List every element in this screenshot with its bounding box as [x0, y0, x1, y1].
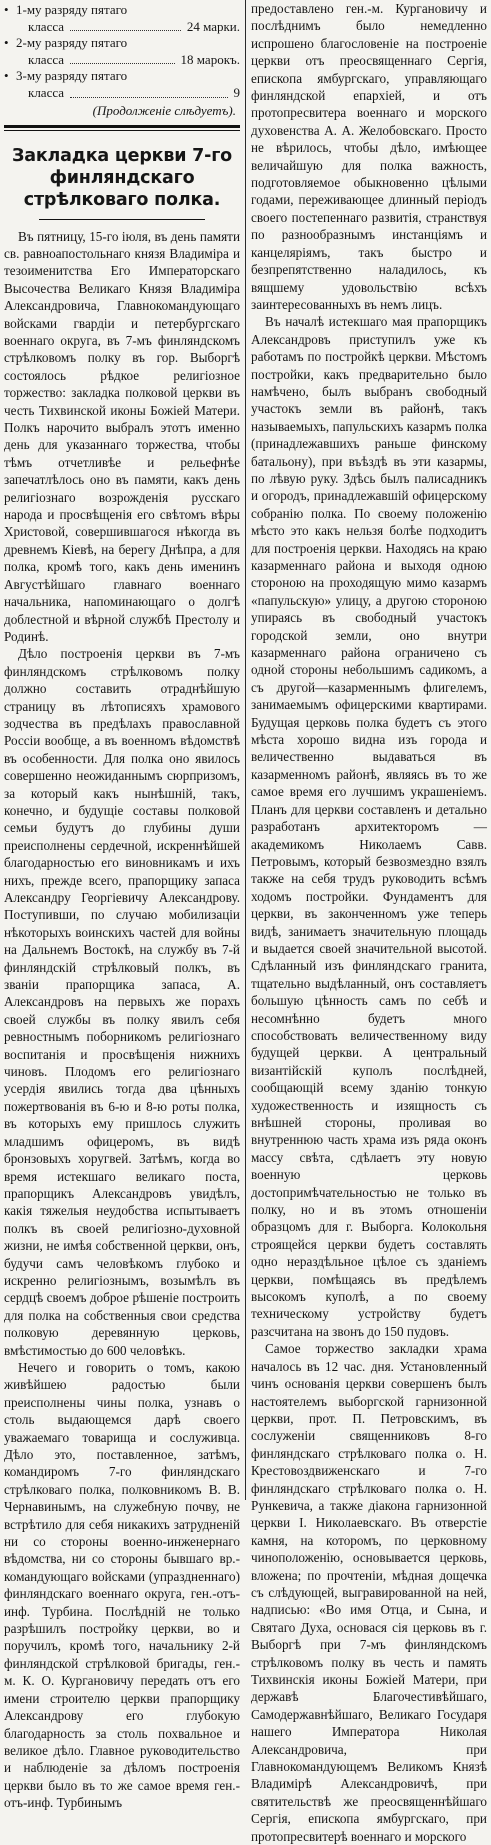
dot-leader	[70, 52, 175, 65]
prize-label: 2-му разряду пятаго	[16, 35, 128, 51]
bullet-icon: •	[4, 68, 9, 84]
continued-note: (Продолженіе слѣдуетъ).	[92, 102, 236, 118]
prize-class-word: класса	[28, 18, 65, 34]
prize-amount: 24 марки.	[186, 18, 240, 34]
prize-amount: 18 марокъ.	[180, 51, 240, 67]
article-paragraph: предоставлено ген.-м. Кургановичу и послѣднимъ было немедленно испрошено благословеніе на построеніе церкви отъ преосвященнаго Сергія, епископа ямбургскаго, управляющаго финляндской епархіей, и отъ протопресвитера военнаго и морского духовенства А. А. Желобовскаго. Просто не вѣрилось, чтобы дѣло, имѣющее величайшую для полка важность, подготовляемое обыкновенно цѣлыми годами, переживающее длинный періодъ своего постепеннаго развитія, странствуя по разнообразнымъ инстанціямъ и канцеляріямъ, такъ быстро и безпрепятственно наладилось, къ вящшему удовольствію всѣхъ заинтересованныхъ въ немъ лицъ.	[251, 1, 487, 312]
headline-underline	[39, 219, 204, 220]
left-column	[4, 0, 240, 1812]
article-paragraph: Дѣло построенія церкви въ 7-мъ финляндскомъ стрѣлковомъ полку должно составить отраднѣйшую страницу въ лѣтописяхъ храмового зодчества въ предѣлахъ православной Россіи вообще, а въ военномъ вѣдомствѣ въ особенности. Для полка оно явилось совершенно неожиданнымъ сюрпризомъ, за который какъ нынѣшній, такъ, конечно, и будущіе составы полковой семьи будутъ до глубины души преисполнены сердечной, искреннѣйшей благодарностью его виновникамъ и ихъ нихъ, прежде всего, прапорщику запаса Александру Георгіевичу Александрову. Поступивши, по случаю мобилизаціи нѣкоторыхъ воинскихъ частей для войны на Дальнемъ Востокѣ, на службу въ 7-й финляндскій стрѣлковый полкъ, въ званіи прапорщика запаса, А. Александровъ на первыхъ же порахъ своей службы въ полку явилъ себя ревностнымъ поборникомъ религіознаго воспитанія и просвѣщенія нижнихъ чиновъ. Плодомъ его религіознаго усердія явились тогда два цѣнныхъ пожертвованія въ 6-ю и 8-ю роты полка, въ которыхъ ему пришлось служить младшимъ офицеромъ, въ видѣ бронзовыхъ хоругвей. Затѣмъ, когда во время истекшаго великаго поста, прапорщикъ Александровъ увидѣлъ, какія тяжелыя неудобства испытываетъ полкъ въ своей религіозно-духовной жизни, не имѣя собственной церкви, онъ, будучи самъ человѣкомъ глубоко и искренно религіознымъ, возымѣлъ въ сердцѣ своемъ доброе рѣшеніе построить для полка на собственныя свои средства полковую деревянную церковь, вмѣстимостью до 600 человѣкъ.	[4, 646, 240, 1358]
article-paragraph: Нечего и говорить о томъ, какою живѣйшею радостью были преисполнены чины полка, узнавъ о столь выдающемся дарѣ своего уважаемаго товарища и сослуживца. Дѣло это, поставленное, затѣмъ, командиромъ 7-го финляндскаго стрѣлковаго полка, полковникомъ В. В. Чернавинымъ, на служебную почву, не встрѣтило для себя никакихъ затрудненій ни со стороны военно-инженернаго вѣдомства, ни со стороны бывшаго вр.-командующаго войсками (упраздненнаго) финляндскаго военнаго округа, ген.-отъ-инф. Турбина. Послѣдній не только разрѣшилъ постройку церкви, во и поручилъ, кромѣ того, начальнику 2-й финляндской стрѣлковой бригады, ген.-м. К. О. Кургановичу передать отъ его имени строителю церкви прапорщику Александрову его глубокую благодарность за столь похвальное и великое дѣло. Главное руководительство и наблюденіе за дѣломъ построенія церкви было въ то же самое время ген.-отъ-инф. Турбинымъ	[4, 1359, 240, 1811]
prize-item	[4, 2, 240, 35]
bullet-icon: •	[4, 35, 9, 51]
column-divider	[245, 0, 246, 1500]
section-rule-thin	[4, 130, 240, 131]
prize-class-word: класса	[28, 84, 65, 100]
article-paragraph: Въ пятницу, 15-го іюля, въ день памяти св. равноапостольнаго князя Владиміра и тезоименитства Его Императорскаго Высочества Великаго Князя Владиміра Александровича, Главнокомандующаго войсками гвардіи и петербургскаго военнаго округа, въ 7-мъ финляндскомъ стрѣлковомъ полку въ гор. Выборгѣ состоялось рѣдкое религіозное торжество: закладка полковой церкви въ честь Тихвинской иконы Божіей Матери. Полкъ нарочито выбралъ этотъ именно день для указаннаго торжества, чтобы тѣмъ отчетливѣе и рельефнѣе запечатлѣлось оно въ памяти, какъ день религіознаго возрожденія русскаго народа и просвѣщенія его свѣтомъ вѣры Христовой, совершившагося нѣкогда въ древнемъ Кіевѣ, на берегу Днѣпра, а для полка, кромѣ того, какъ день именинъ Августѣйшаго главнаго военнаго начальника, напоминающаго о долгѣ доблестной и вѣрной службѣ Престолу и Родинѣ.	[4, 228, 240, 644]
prize-label: 1-му разряду пятаго	[16, 2, 128, 17]
bullet-icon: •	[4, 2, 9, 17]
prize-amount: 9	[233, 84, 240, 100]
dot-leader	[70, 85, 227, 98]
prize-list	[4, 2, 240, 102]
prize-item	[4, 35, 240, 68]
dot-leader	[70, 19, 181, 32]
prize-item	[4, 68, 240, 101]
right-column	[251, 0, 487, 1845]
section-rule	[4, 125, 240, 128]
article-headline: Закладка церкви 7-го финляндскаго стрѣлковаго полка.	[12, 145, 232, 210]
article-paragraph: Самое торжество закладки храма началось въ 12 час. дня. Установленный чинъ основанія церкви совершенъ былъ настоятелемъ выборгской гарнизонной церкви, прот. П. Петровскимъ, въ сослуженіи священниковъ 8-го финляндскаго стрѣлковаго полка о. Н. Крестовоздвиженскаго и 7-го финляндскаго стрѣлковаго полка о. Н. Рункевича, а также діакона гарнизонной церкви І. Николаевскаго. Въ отверстіе камня, на которомъ, по церковному чиноположенію, основывается церковь, вложена; по прочтеніи, мѣдная дощечка съ слѣдующей, выгравированной на ней, надписью: «Во имя Отца, и Сына, и Святаго Духа, основася сія церковь въ г. Выборгѣ при 7-мъ финляндскомъ стрѣлковомъ полку въ честь и память Тихвинскія иконы Божіей Матери, при державѣ Благочестивѣйшаго, Самодержавнѣйшаго, Великаго Государя нашего Императора Николая Александровича, при Главнокомандующемъ Великомъ Князѣ Владимірѣ Александровичѣ, при святительствѣ же преосвященнѣйшаго Сергія, епископа ямбургскаго, при протопресвитерѣ военнаго и морского	[251, 1341, 487, 1844]
prize-class-word: класса	[28, 51, 65, 67]
article-paragraph: Въ началѣ истекшаго мая прапорщикъ Александровъ приступилъ уже къ работамъ по постройкѣ церкви. Мѣстомъ постройки, какъ предварительно было намѣчено, былъ выбранъ свободный участокъ земли въ районѣ, такъ называемыхъ, папульскихъ казармъ полка (принадлежавшихъ раньше финскому батальону), при въѣздѣ въ эти казармы, по лѣвую руку. Здѣсь былъ палисадникъ и огородъ, принадлежавшій офицерскому собранію полка. По своему положенію мѣсто это какъ нельзя болѣе подходитъ для построенія церкви. Находясь на краю казарменнаго района и выходя одною стороною на проходящую мимо казармъ «папульскую» улицу, а другою стороною упираясь въ свободный участокъ городской земли, оно внутри казарменнаго района ограничено съ одной стороны небольшимъ садикомъ, а съ другой—казарменнымъ флигелемъ, занимаемымъ офицерскими квартирами. Будущая церковь полка будетъ съ этого мѣста хорошо видна изъ города и величественно выдаваться въ казарменномъ районѣ, являясь въ то же самое время его лучшимъ украшеніемъ. Планъ для церкви составленъ и детально разработанъ архитекторомъ — академикомъ Николаемъ Савв. Петровымъ, который безвозмездно взялъ также на себя трудъ руководить всѣмъ ходомъ постройки. Фундаментъ для церкви, въ законченномъ уже теперь видѣ, занимаетъ значительную площадь и выдается своей значительной высотой. Сдѣланный изъ финляндскаго гранита, тщательно выдѣланный, онъ составляетъ большую цѣнность самъ по себѣ и несомнѣнно будетъ много способствовать величественному виду будущей церкви. А центральный византійскій куполъ послѣдней, сообщающій всему зданію тонкую художественность и изящность съ внѣшней стороны, проливая во внутреннюю часть храма изъ ряда оконъ массу свѣта, сдѣлаетъ эту новую военную церковь достопримѣчательностью не только въ полку, но и въ этомъ отношеніи образцомъ для г. Выборга. Колокольня строящейся церкви будетъ составлять одно нераздѣльное цѣлое съ зданіемъ церкви, помѣщаясь въ предѣлемъ высокомъ куполѣ, а по своему техническому устройству будетъ разсчитана на звонъ до 150 пудовъ.	[251, 314, 487, 1339]
prize-label: 3-му разряду пятаго	[16, 68, 128, 84]
